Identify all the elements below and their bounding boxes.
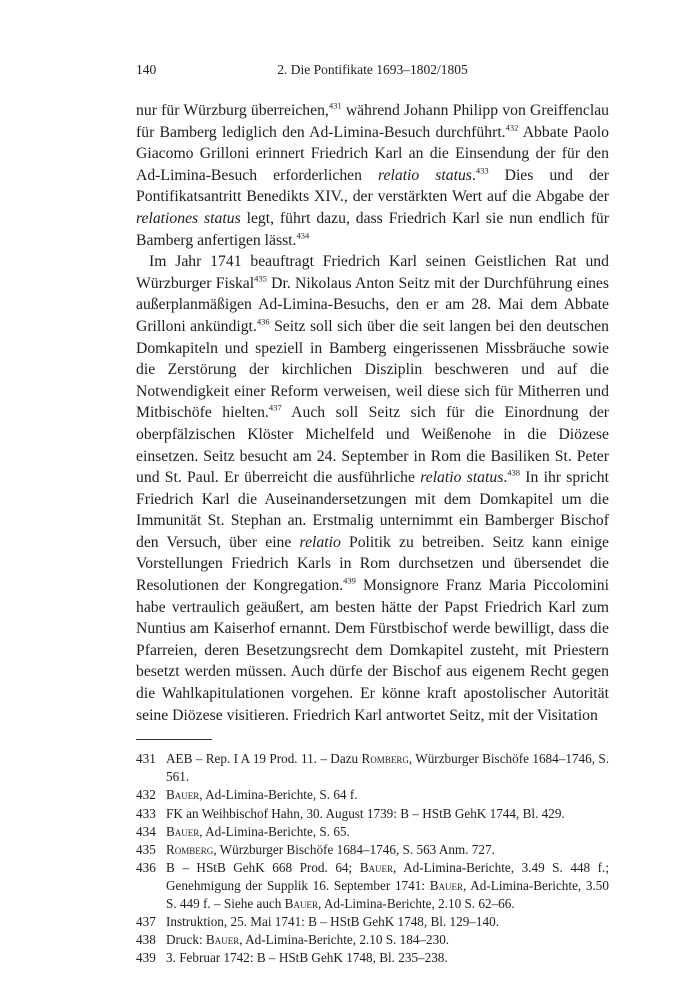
author-name: Bauer — [166, 787, 200, 803]
footnote — [136, 949, 609, 967]
footnote-ref: 433 — [475, 165, 489, 176]
footnote-number: 436 — [136, 859, 156, 875]
text-run: , Würzburger Bischöfe 1684–1746, S. 563 Anm. 727. — [213, 841, 495, 857]
text-run: , Ad-Limina-Berichte, 3.50 S. 449 f. – Siehe auch — [166, 877, 609, 911]
text-run: Dr. Nikolaus Anton Seitz mit der Durchführung eines außerplanmäßigen Ad-Limina-Besuchs, den er am 28. Mai dem Abbate Grilloni ankündigt. — [136, 274, 609, 335]
footnote-text — [166, 913, 609, 931]
text-run: Auch soll Seitz sich für die Einordnung der oberpfälzischen Klöster Michelfeld und Weißenohe in die Diözese einsetzen. Seitz besucht am 24. September in Rom die Basiliken St. Peter und St. Paul. Er überreicht die ausführliche — [136, 404, 610, 487]
footnote — [136, 859, 609, 913]
text-run: , Ad-Limina-Berichte, 2.10 S. 184–230. — [239, 932, 450, 948]
footnote-number: 435 — [136, 841, 156, 857]
text-run: 3. Februar 1742: B – HStB GehK 1748, Bl. 235–238. — [166, 950, 448, 966]
book-page — [136, 58, 609, 967]
footnote-number: 439 — [136, 950, 156, 966]
text-run: , Ad-Limina-Berichte, S. 65. — [199, 823, 350, 839]
text-run: In ihr spricht Friedrich Karl die Auseinandersetzungen mit dem Domkapitel um die Immunität St. Stephan an. Erstmalig unternimmt ein Bamberger Bischof den Versuch, über eine — [136, 469, 609, 551]
footnote-ref: 436 — [256, 316, 270, 327]
footnote-text — [166, 786, 609, 804]
footnote-text — [166, 841, 609, 859]
paragraph — [136, 100, 609, 251]
footnote-text — [166, 823, 609, 841]
text-run: . — [471, 166, 476, 184]
footnote-ref: 437 — [268, 402, 282, 413]
footnote — [136, 823, 609, 841]
footnote-ref: 431 — [328, 100, 342, 111]
author-name: Romberg — [166, 841, 214, 857]
footnote — [136, 805, 609, 823]
author-name: Bauer — [205, 932, 240, 948]
text-run: FK an Weihbischof Hahn, 30. August 1739: B – HStB GehK 1744, Bl. 429. — [166, 805, 565, 821]
footnote-text — [166, 805, 609, 823]
text-run: B – HStB GehK 668 Prod. 64; — [166, 859, 360, 875]
text-run: legt, führt dazu, dass Friedrich Karl sie nun endlich für Bamberg anfertigen lässt. — [136, 209, 609, 249]
footnote-ref: 439 — [343, 575, 356, 586]
author-name: Bauer — [359, 859, 394, 875]
italic-term: relatio — [299, 533, 341, 551]
footnote-number: 434 — [136, 823, 156, 839]
footnote-ref: 438 — [507, 467, 521, 478]
footnote-number: 432 — [136, 787, 156, 803]
italic-term: relatio status — [378, 166, 472, 184]
footnote-ref: 434 — [296, 230, 310, 241]
footnote — [136, 913, 609, 931]
text-run: während Johann Philipp von Greiffenclau für Bamberg lediglich den Ad-Limina-Besuch durchführt. — [136, 102, 610, 141]
text-run: nur für Würzburg überreichen, — [136, 102, 329, 119]
author-name: Bauer — [429, 877, 463, 893]
text-run: Dies und der Pontifikatsantritt Benedikts XIV., der verstärkten Wert auf die Abgabe der — [136, 166, 609, 206]
footnote-ref: 435 — [254, 273, 267, 284]
footnote-number: 438 — [136, 932, 156, 948]
footnote-ref: 432 — [505, 122, 519, 133]
main-text — [136, 100, 609, 726]
text-run: Im Jahr 1741 beauftragt Friedrich Karl seinen Geistlichen Rat und Würzburger Fiskal — [136, 253, 609, 292]
text-run: , Ad-Limina-Berichte, S. 64 f. — [199, 787, 358, 803]
text-run: AEB – Rep. I A 19 Prod. 11. – Dazu — [166, 751, 362, 767]
footnote — [136, 931, 609, 949]
text-run: Abbate Paolo Giacomo Grilloni erinnert Friedrich Karl an die Einsendung der für den Ad-Limina-Besuch erforderlichen — [136, 123, 609, 184]
footnotes — [136, 750, 609, 967]
italic-term: relatio status — [420, 469, 504, 487]
footnote-number: 433 — [136, 805, 156, 821]
running-title: 2. Die Pontifikate 1693–1802/1805 — [277, 62, 468, 77]
footnote-text — [166, 949, 609, 967]
text-run: Instruktion, 25. Mai 1741: B – HStB GehK 1748, Bl. 129–140. — [166, 914, 499, 930]
page-header — [136, 58, 609, 80]
footnote-number: 437 — [136, 914, 156, 930]
author-name: Bauer — [166, 823, 200, 839]
italic-term: relationes status — [136, 209, 241, 227]
text-run: Druck: — [166, 932, 206, 948]
text-run: Monsignore Franz Maria Piccolomini habe vertraulich geäußert, am besten hätte der Papst Friedrich Karl zum Nuntius am Kaiserhof ernannt. Dem Fürstbischof werde bewilligt, dass die Pfarreien, deren Besetzungsrecht dem Domkapitel zusteht, mit Priestern besetzt werden müssen. Auch dürfe der Bischof aus eigenem Recht gegen die Wahlkapitulationen vorgehen. Er könne kraft apostolischer Autorität seine Diözese visitieren. Friedrich Karl antwortet Seitz, mit der Visitation — [136, 577, 610, 724]
text-run: Seitz soll sich über die seit langen bei den deutschen Domkapiteln und speziell in Bamberg eingerissenen Missbräuche sowie die Zerstörung der kirchlichen Disziplin beschweren und auf die Notwendigkeit einer Reform verweisen, weil diese sich für Mitherren und Mitbischöfe hielten. — [136, 317, 609, 422]
text-run: . — [503, 469, 508, 487]
footnote-text — [166, 750, 609, 786]
footnote — [136, 750, 609, 786]
author-name: Romberg — [361, 751, 409, 767]
text-run: Politik zu betreiben. Seitz kann einige Vorstellungen Friedrich Karls in Rom durchsetzen und übersendet die Resolutionen der Kongregation. — [136, 533, 609, 595]
footnote-text — [166, 931, 609, 949]
footnote — [136, 841, 609, 859]
text-run: , Ad-Limina-Berichte, 3.49 S. 448 f.; Genehmigung der Supplik 16. September 1741: — [166, 859, 609, 893]
text-run: , Würzburger Bischöfe 1684–1746, S. 561. — [166, 751, 609, 785]
footnote-number: 431 — [136, 751, 156, 767]
footnote — [136, 786, 609, 804]
author-name: Bauer — [284, 895, 318, 911]
footnote-separator — [136, 739, 212, 740]
page-number: 140 — [136, 62, 157, 77]
footnote-text — [166, 859, 609, 913]
text-run: , Ad-Limina-Berichte, 2.10 S. 62–66. — [317, 895, 515, 911]
paragraph — [136, 251, 609, 726]
